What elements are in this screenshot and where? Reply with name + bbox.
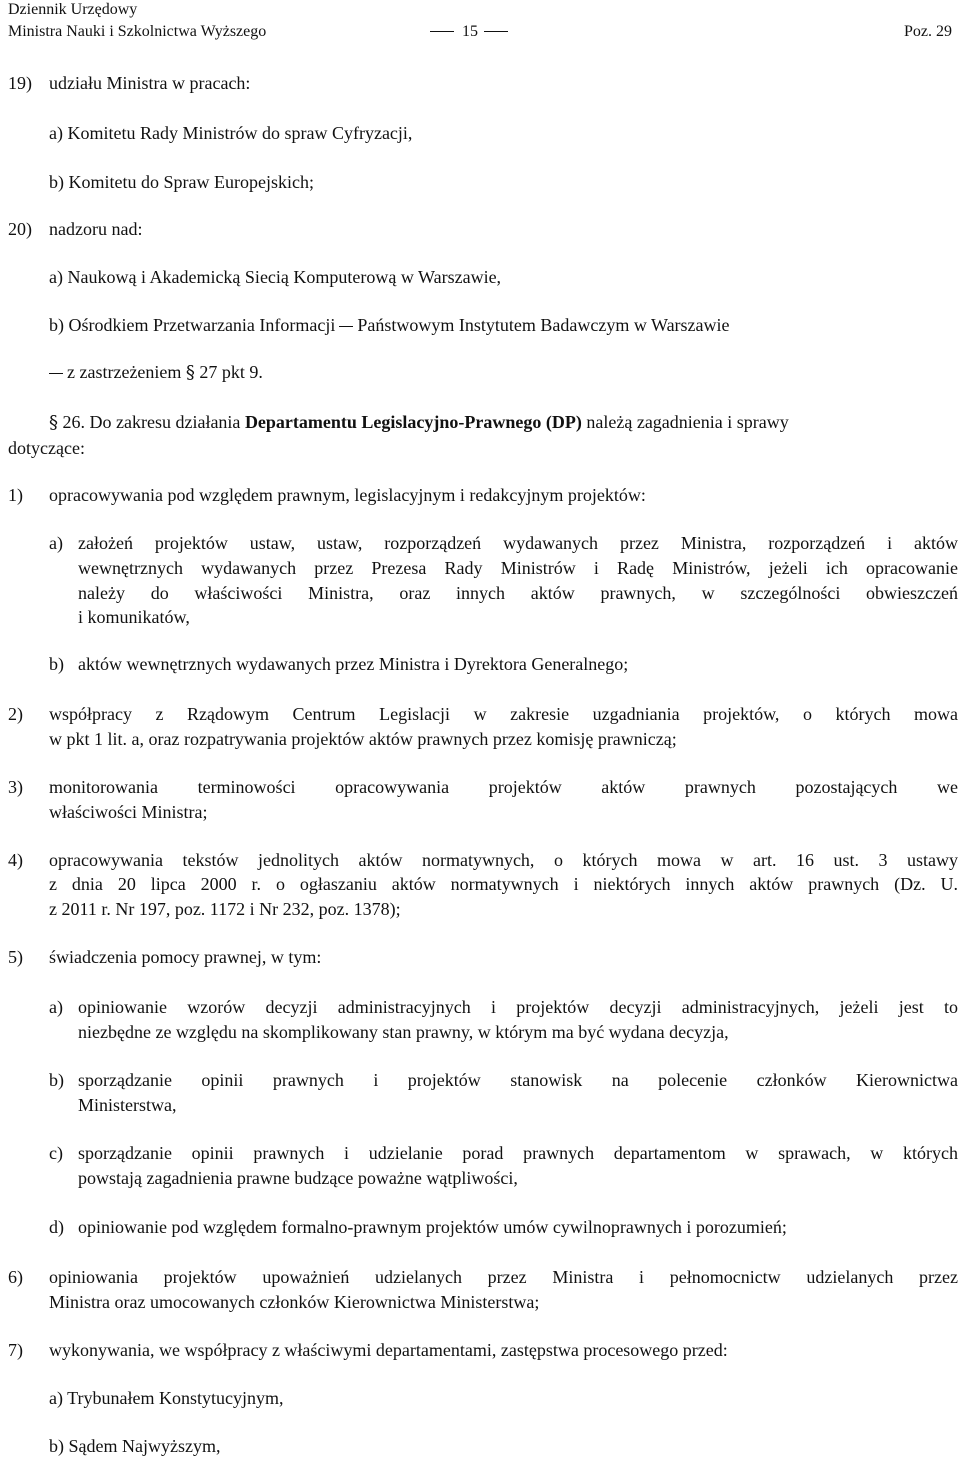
item-20-tail bbox=[49, 361, 263, 384]
position-number: Poz. 29 bbox=[904, 23, 952, 40]
item-5-number: 5) bbox=[8, 947, 23, 967]
item-6-line1: opiniowania projektów upoważnień udzielanych przez Ministra i pełnomocnictw udzielanych przez bbox=[49, 1267, 958, 1287]
paragraph-sign: § bbox=[49, 412, 58, 433]
item-1-text: opracowywania pod względem prawnym, legislacyjnym i redakcyjnym projektów: bbox=[49, 485, 646, 505]
item-20-number: 20) bbox=[8, 219, 32, 239]
item-5-b-line2: Ministerstwa, bbox=[78, 1095, 177, 1115]
item-5-d-text: opiniowanie pod względem formalno-prawnym projektów umów cywilnoprawnych i porozumień; bbox=[78, 1217, 787, 1237]
journal-title: Dziennik Urzędowy bbox=[8, 1, 138, 18]
page-number-dash-right bbox=[484, 31, 508, 32]
section-26-line2: dotyczące: bbox=[8, 438, 85, 458]
item-7-text: wykonywania, we współpracy z właściwymi departamentami, zastępstwa procesowego przed: bbox=[49, 1340, 728, 1360]
item-5-c-line2: powstają zagadnienia prawne budzące poważne wątpliwości, bbox=[78, 1168, 518, 1188]
item-1-b-text: aktów wewnętrznych wydawanych przez Ministra i Dyrektora Generalnego; bbox=[78, 654, 629, 674]
item-1-a-line1: założeń projektów ustaw, ustaw, rozporządzeń wydawanych przez Ministra, rozporządzeń i aktów bbox=[78, 533, 958, 553]
em-dash bbox=[339, 326, 353, 327]
item-7-b: b) Sądem Najwyższym, bbox=[49, 1436, 221, 1456]
item-20-b-part2: Państwowym Instytutem Badawczym w Warszawie bbox=[357, 315, 730, 335]
item-1-b-label: b) bbox=[49, 654, 64, 674]
item-3-number: 3) bbox=[8, 777, 23, 797]
item-4-line2: z dnia 20 lipca 2000 r. o ogłaszaniu aktów normatywnych i niektórych innych aktów prawnych (Dz. U. bbox=[49, 874, 958, 894]
em-dash bbox=[49, 373, 63, 374]
item-6-number: 6) bbox=[8, 1267, 23, 1287]
item-20-b-part1: b) Ośrodkiem Przetwarzania Informacji bbox=[49, 315, 336, 335]
item-1-a-line3: należy do właściwości Ministra, oraz innych aktów prawnych, w szczególności obwieszczeń bbox=[78, 583, 958, 603]
item-1-a-line2: wewnętrznych wydawanych przez Prezesa Rady Ministrów i Radę Ministrów, jeżeli ich opracowanie bbox=[78, 558, 958, 578]
item-20-text: nadzoru nad: bbox=[49, 219, 143, 239]
item-5-text: świadczenia pomocy prawnej, w tym: bbox=[49, 947, 322, 967]
item-2-line1: współpracy z Rządowym Centrum Legislacji w zakresie uzgadniania projektów, o których mowa bbox=[49, 704, 958, 724]
item-5-a-label: a) bbox=[49, 997, 63, 1017]
section-26-intro: Do zakresu działania bbox=[89, 412, 241, 432]
item-3-line1: monitorowania terminowości opracowywania projektów aktów prawnych pozostających we bbox=[49, 777, 958, 797]
section-26-department: Departamentu Legislacyjno-Prawnego (DP) bbox=[244, 412, 582, 432]
item-4-number: 4) bbox=[8, 850, 23, 870]
item-20-tail-ref: 27 pkt 9. bbox=[199, 362, 263, 382]
section-26-rest: należą zagadnienia i sprawy bbox=[586, 412, 789, 432]
item-2-line2: w pkt 1 lit. a, oraz rozpatrywania projektów aktów prawnych przez komisję prawniczą; bbox=[49, 729, 677, 749]
paragraph-sign: § bbox=[185, 362, 195, 383]
item-5-d-label: d) bbox=[49, 1217, 64, 1237]
item-5-b-line1: sporządzanie opinii prawnych i projektów stanowisk na polecenie członków Kierownictwa bbox=[78, 1070, 958, 1090]
item-20-tail-text: z zastrzeżeniem bbox=[67, 362, 182, 382]
item-4-line3: z 2011 r. Nr 197, poz. 1172 i Nr 232, poz. 1378); bbox=[49, 899, 401, 919]
section-26-line1 bbox=[49, 411, 789, 434]
item-19-b: b) Komitetu do Spraw Europejskich; bbox=[49, 172, 314, 192]
item-5-c-label: c) bbox=[49, 1143, 63, 1163]
page-number-dash-left bbox=[430, 31, 454, 32]
page-number: 15 bbox=[462, 23, 478, 40]
item-3-line2: właściwości Ministra; bbox=[49, 802, 208, 822]
item-2-number: 2) bbox=[8, 704, 23, 724]
item-5-b-label: b) bbox=[49, 1070, 64, 1090]
item-1-a-line4: i komunikatów, bbox=[78, 607, 190, 627]
section-26-number: 26. bbox=[62, 412, 85, 432]
item-7-number: 7) bbox=[8, 1340, 23, 1360]
item-20-a: a) Naukową i Akademicką Siecią Komputerową w Warszawie, bbox=[49, 267, 502, 287]
item-1-number: 1) bbox=[8, 485, 23, 505]
item-4-line1: opracowywania tekstów jednolitych aktów normatywnych, o których mowa w art. 16 ust. 3 ustawy bbox=[49, 850, 958, 870]
item-19-a: a) Komitetu Rady Ministrów do spraw Cyfryzacji, bbox=[49, 123, 413, 143]
item-5-c-line1: sporządzanie opinii prawnych i udzielanie porad prawnych departamentom w sprawach, w których bbox=[78, 1143, 958, 1163]
item-19-text: udziału Ministra w pracach: bbox=[49, 73, 251, 93]
item-1-a-label: a) bbox=[49, 533, 63, 553]
item-6-line2: Ministra oraz umocowanych członków Kierownictwa Ministerstwa; bbox=[49, 1292, 540, 1312]
item-20-b bbox=[49, 314, 730, 336]
ministry-name: Ministra Nauki i Szkolnictwa Wyższego bbox=[8, 23, 267, 40]
item-5-a-line1: opiniowanie wzorów decyzji administracyjnych i projektów decyzji administracyjnych, jeżeli jest to bbox=[78, 997, 958, 1017]
item-5-a-line2: niezbędne ze względu na skomplikowany stan prawny, w którym ma być wydana decyzja, bbox=[78, 1022, 729, 1042]
item-7-a: a) Trybunałem Konstytucyjnym, bbox=[49, 1388, 284, 1408]
item-19-number: 19) bbox=[8, 73, 32, 93]
